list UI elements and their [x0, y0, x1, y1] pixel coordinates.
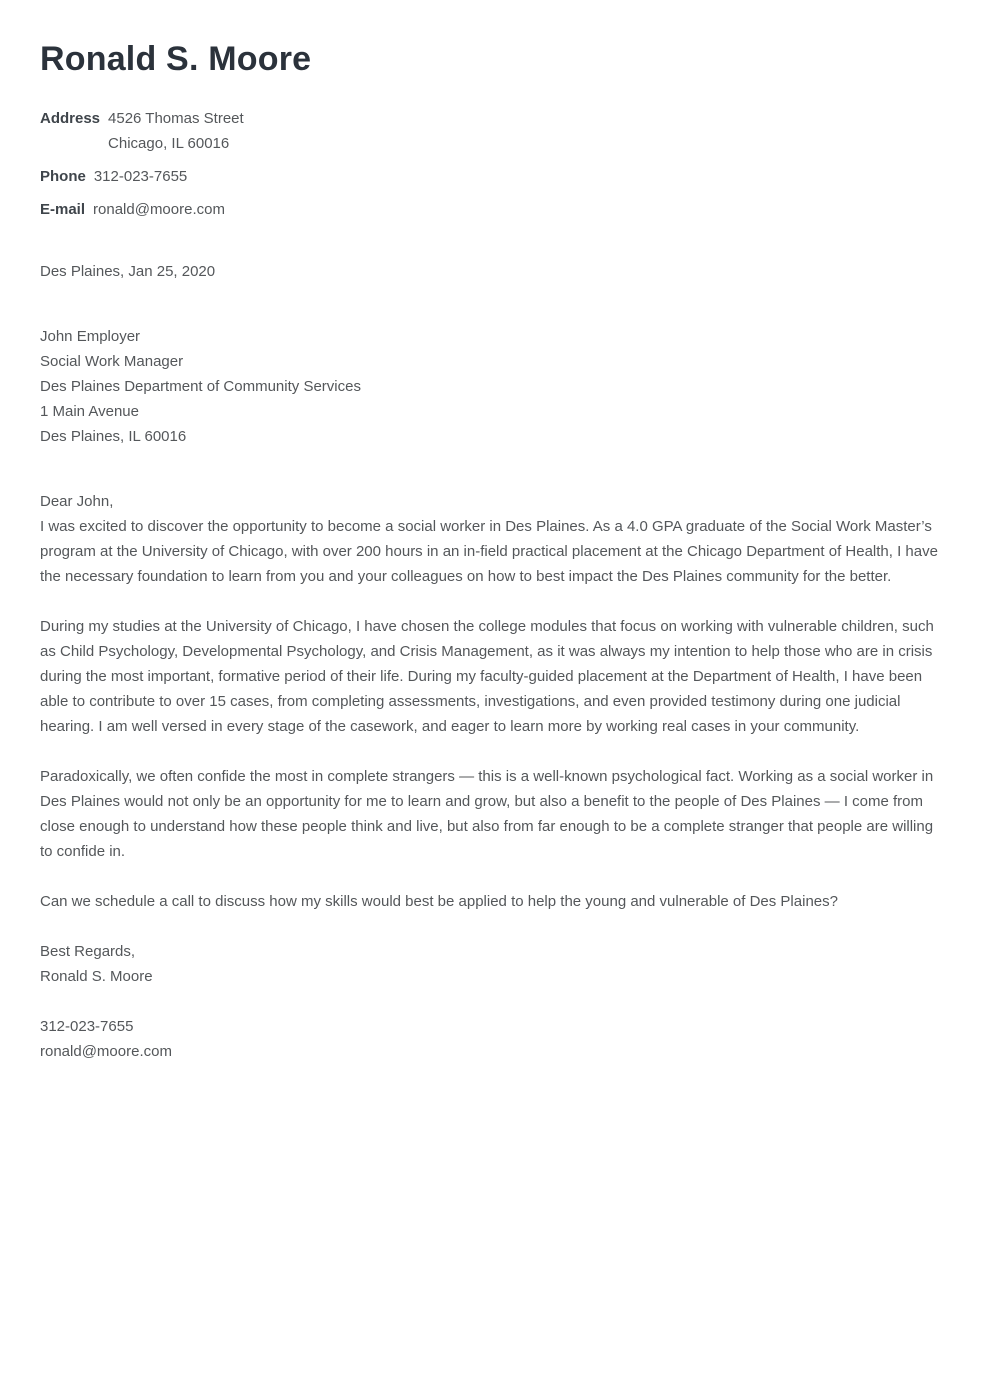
contact-row-email — [40, 197, 948, 222]
sign-off: Best Regards, — [40, 943, 136, 960]
contact-info-block — [40, 106, 948, 222]
body-paragraph-3: Paradoxically, we often confide the most in complete strangers — this is a well-known psychological fact. Working as a social worker in Des Plaines would not only be an opportunity for me to learn and grow, but also a benefit to the people of Des Plaines — I come from close enough to understand how these people think and live, but also from far enough to be a complete stranger that people are willing to confide in. — [40, 768, 934, 860]
recipient-title: Social Work Manager — [40, 353, 184, 370]
body-paragraph-4: Can we schedule a call to discuss how my skills would best be applied to help the young and vulnerable of Des Plaines? — [40, 893, 838, 910]
address-value — [108, 106, 244, 156]
body-paragraph-1: I was excited to discover the opportunity to become a social worker in Des Plaines. As a 4.0 GPA graduate of the Social Work Master’s program at the University of Chicago, with over 200 hours in an in-field practical placement at the Chicago Department of Health, I have the necessary foundation to learn from you and your colleagues on how to best impact the Des Plaines community for the better. — [40, 518, 938, 585]
footer-email: ronald@moore.com — [40, 1043, 172, 1060]
phone-value — [94, 164, 187, 189]
address-line-2: Chicago, IL 60016 — [108, 135, 230, 152]
closing-block — [40, 939, 948, 989]
recipient-organization: Des Plaines Department of Community Services — [40, 378, 361, 395]
address-label: Address — [40, 110, 101, 127]
page-title: Ronald S. Moore — [40, 40, 312, 78]
email-value — [93, 197, 225, 222]
recipient-street: 1 Main Avenue — [40, 403, 139, 420]
phone-number: 312-023-7655 — [93, 168, 188, 185]
recipient-block — [40, 324, 948, 449]
footer-contact-block — [40, 1014, 948, 1064]
email-address: ronald@moore.com — [93, 201, 225, 218]
salutation: Dear John, — [40, 493, 114, 510]
date-line: Des Plaines, Jan 25, 2020 — [40, 263, 216, 280]
signature-name: Ronald S. Moore — [40, 968, 153, 985]
contact-row-address — [40, 106, 948, 156]
body-paragraph-2: During my studies at the University of Chicago, I have chosen the college modules that focus on working with vulnerable children, such as Child Psychology, Developmental Psychology, and Crisis Management, as it was always my intention to help those who are in crisis during the most important, formative period of their life. During my faculty-guided placement at the Department of Health, I have been able to contribute to over 15 cases, from completing assessments, investigations, and even provided testimony during one judicial hearing. I am well versed in every stage of the casework, and eager to learn more by working real cases in your community. — [40, 618, 934, 735]
recipient-name: John Employer — [40, 328, 141, 345]
address-line-1: 4526 Thomas Street — [108, 110, 244, 127]
phone-label: Phone — [40, 168, 86, 185]
recipient-city: Des Plaines, IL 60016 — [40, 428, 187, 445]
contact-row-phone — [40, 164, 948, 189]
footer-phone: 312-023-7655 — [40, 1018, 134, 1035]
email-label: E-mail — [40, 201, 86, 218]
